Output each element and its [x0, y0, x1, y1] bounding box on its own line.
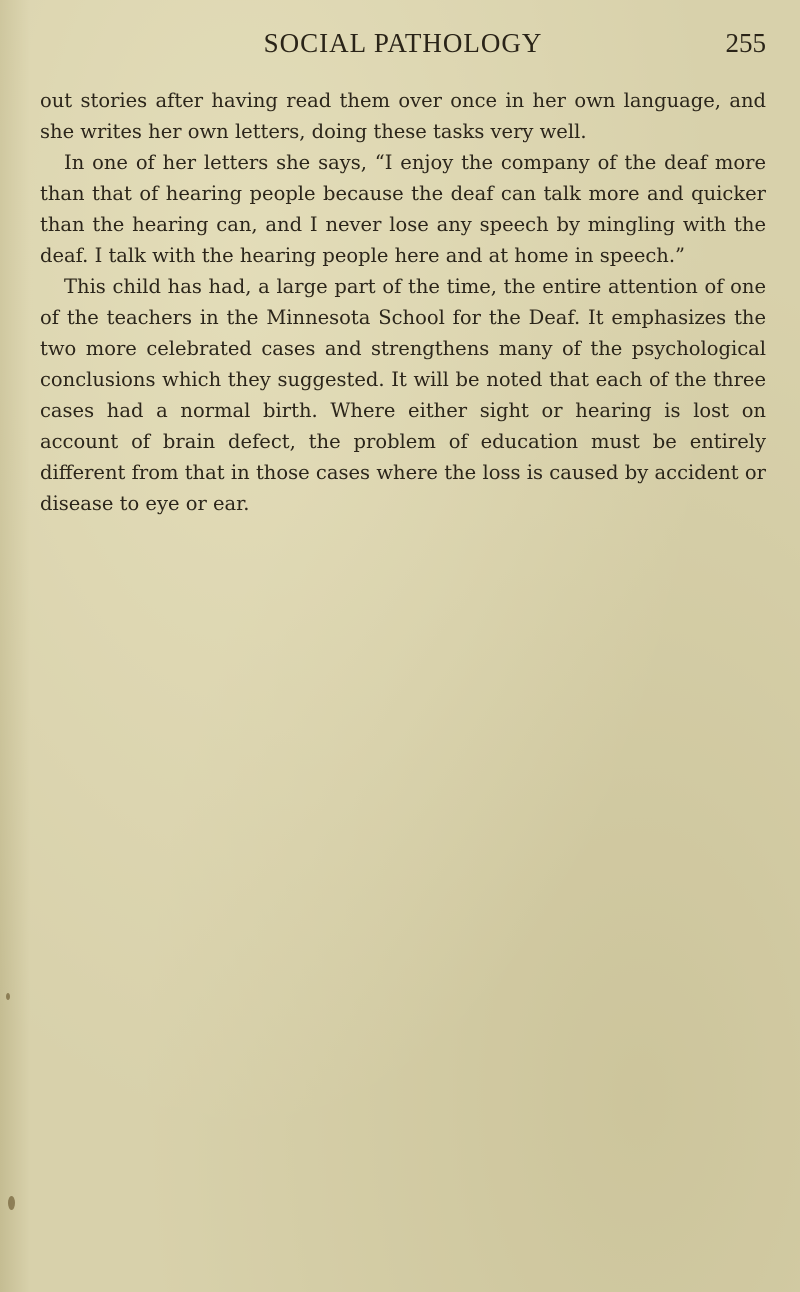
paragraph-letter-quote: In one of her letters she says, “I enjoy the company of the deaf more than that of hearing people because the deaf can talk more and quicker than the hearing can, and I never lose any speech by mingling with the deaf. I talk with the hearing people here and at home in speech.” — [40, 151, 766, 267]
page-number: 255 — [725, 28, 766, 58]
paragraph-continuation: out stories after having read them over once in her own language, and she writes her own letters, doing these tasks very well. — [40, 89, 766, 143]
page-header — [40, 28, 766, 68]
paper-stain — [6, 993, 10, 1000]
paper-stain — [8, 1196, 15, 1210]
body-text — [40, 85, 766, 519]
running-head: SOCIAL PATHOLOGY — [263, 28, 543, 58]
paragraph-conclusion: This child has had, a large part of the time, the entire attention of one of the teachers in the Minnesota School for the Deaf. It emphasizes the two more celebrated cases and strengthens many of the psychological conclusions which they suggested. It will be noted that each of the three cases had a normal birth. Where either sight or hearing is lost on account of brain defect, the problem of education must be entirely different from that in those cases where the loss is caused by accident or disease to eye or ear. — [40, 275, 766, 515]
